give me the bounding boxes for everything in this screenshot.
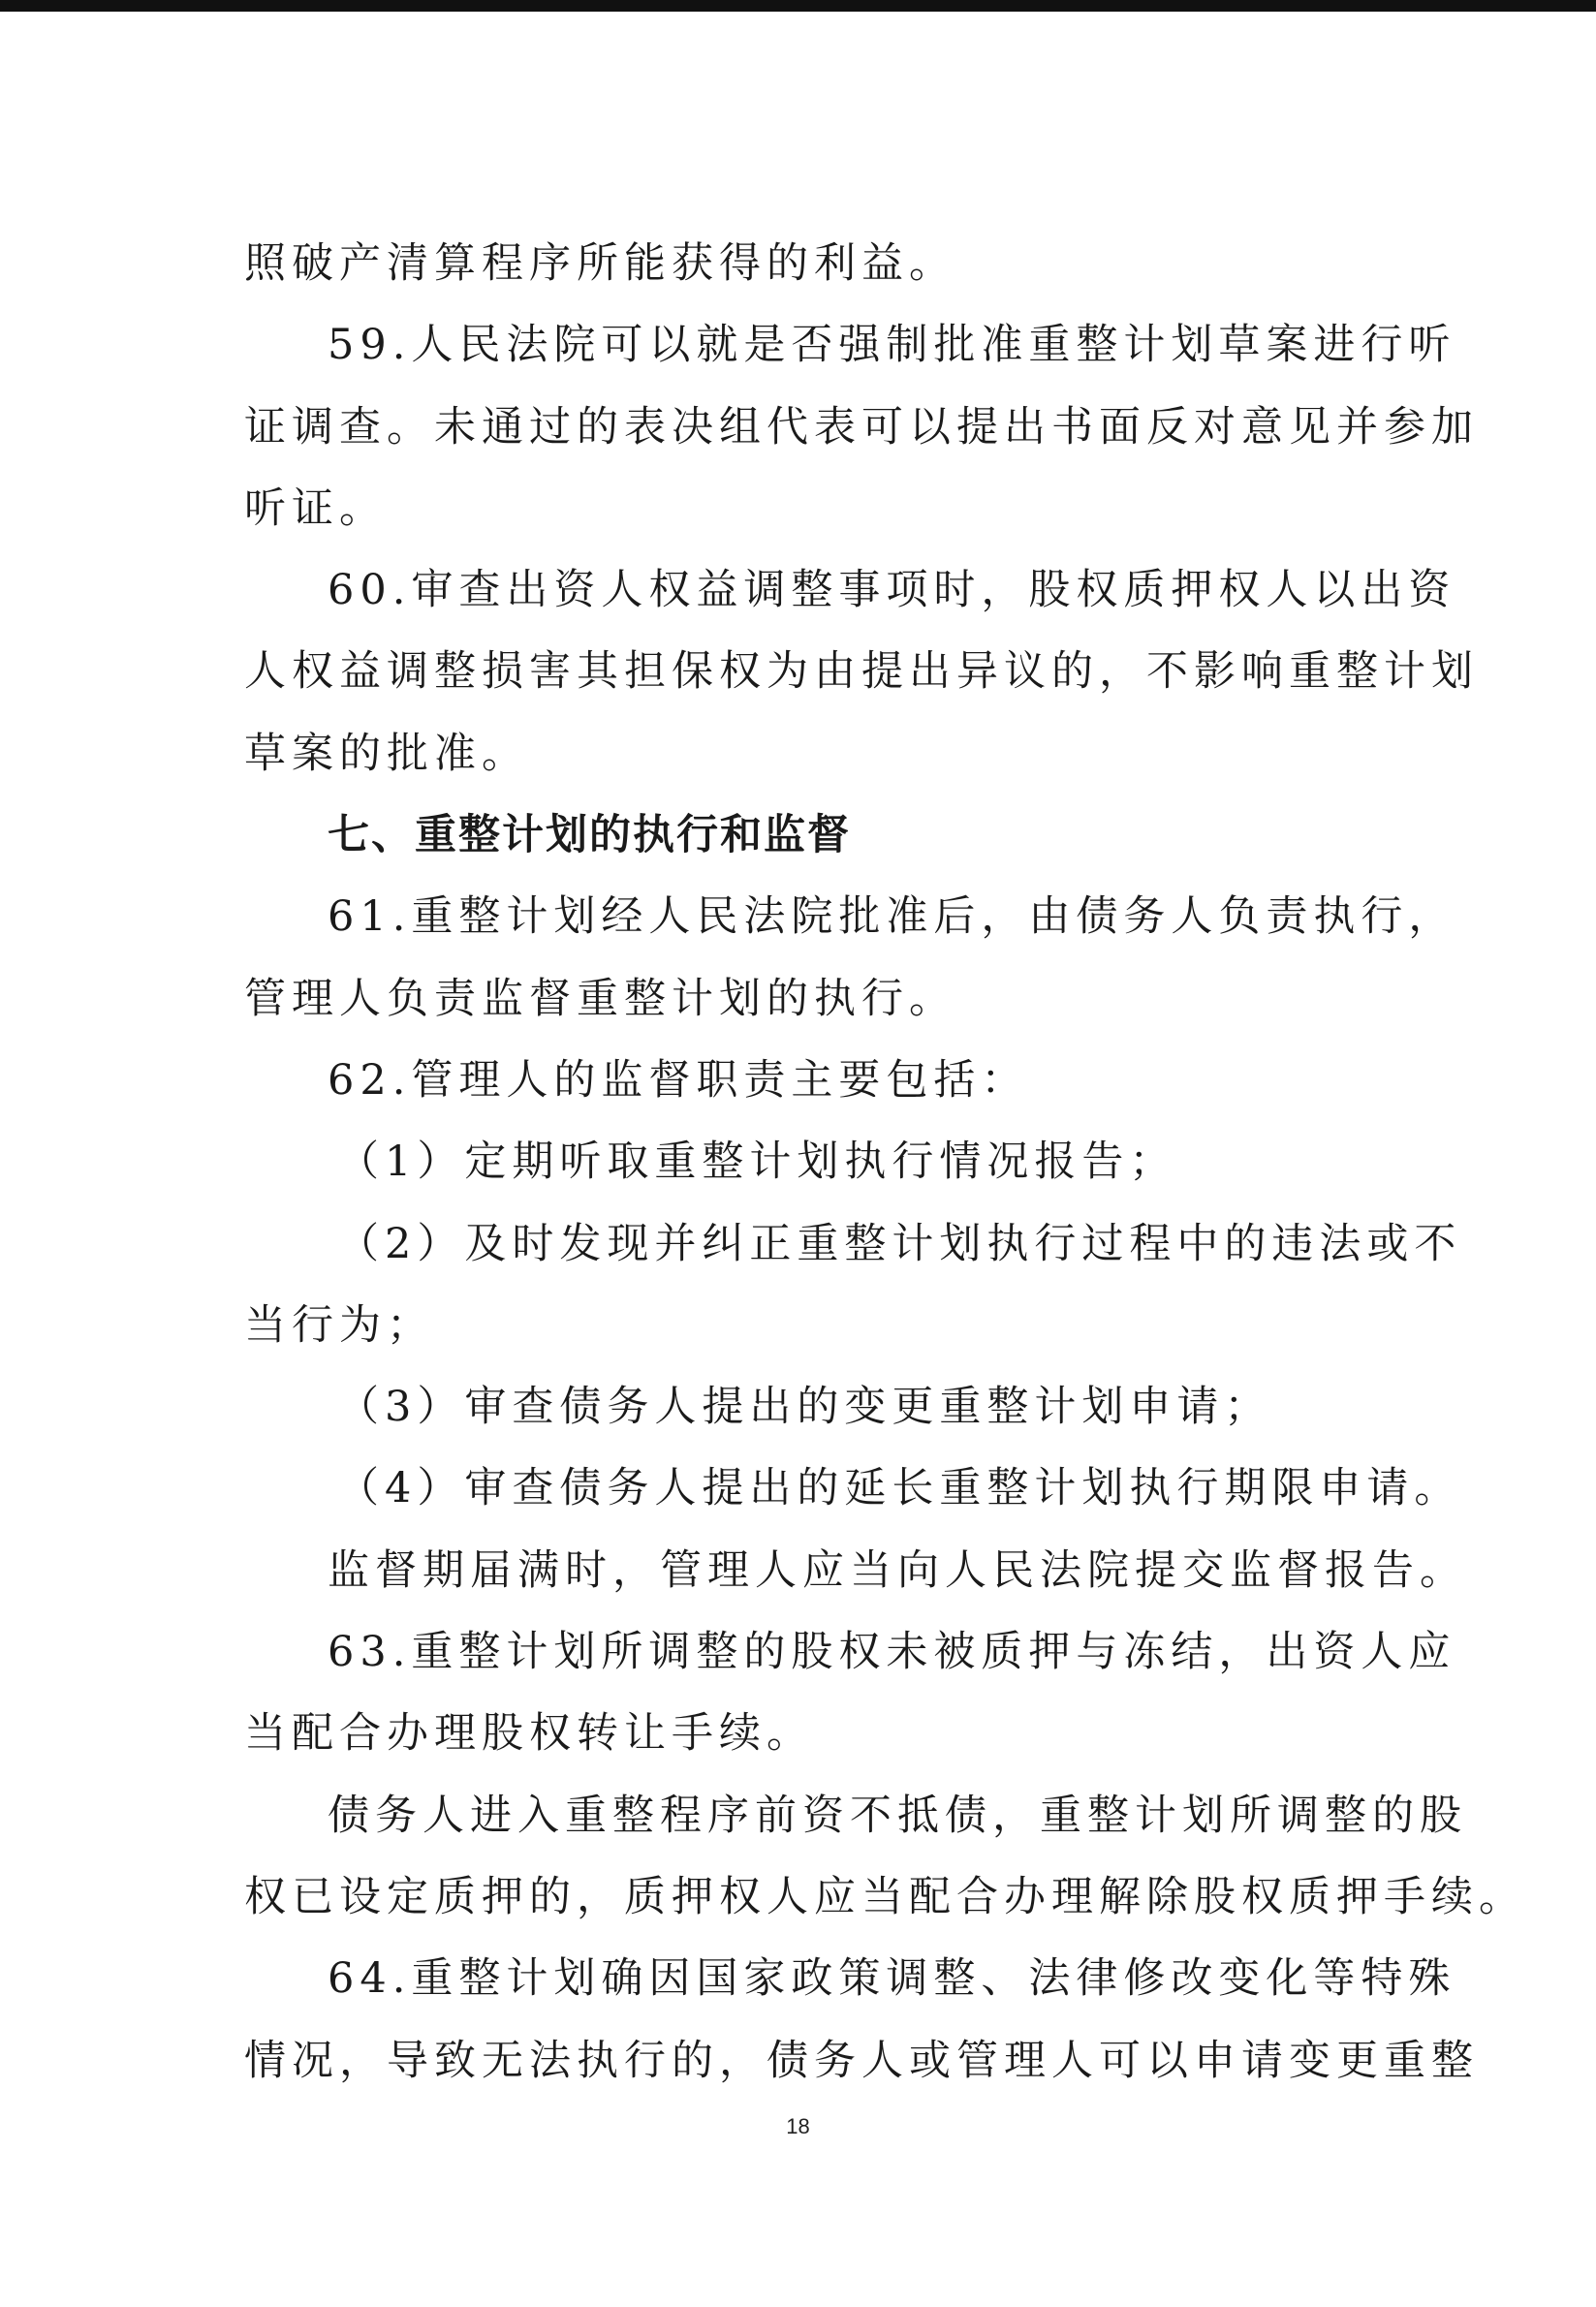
scan-top-border xyxy=(0,0,1596,12)
text-line: 监督期届满时，管理人应当向人民法院提交监督报告。 xyxy=(328,1545,1467,1595)
text-line: 64.重整计划确因国家政策调整、法律修改变化等特殊 xyxy=(328,1954,1456,2004)
text-line: 人权益调整损害其担保权为由提出异议的，不影响重整计划 xyxy=(244,647,1479,697)
text-line: 听证。 xyxy=(244,483,387,533)
text-line: 当行为； xyxy=(244,1300,434,1350)
text-line: 债务人进入重整程序前资不抵债，重整计划所调整的股 xyxy=(328,1791,1467,1840)
list-item: （4）审查债务人提出的延长重整计划执行期限申请。 xyxy=(337,1464,1462,1513)
list-item: （3）审查债务人提出的变更重整计划申请； xyxy=(337,1383,1272,1432)
text-line: 62.管理人的监督职责主要包括： xyxy=(328,1055,1029,1105)
text-line: 草案的批准。 xyxy=(244,729,529,778)
text-line: 照破产清算程序所能获得的利益。 xyxy=(244,239,956,288)
page-number: 18 xyxy=(786,2114,810,2138)
list-item: （1）定期听取重整计划执行情况报告； xyxy=(337,1138,1177,1187)
text-line: 管理人负责监督重整计划的执行。 xyxy=(244,974,956,1023)
list-item: （2）及时发现并纠正重整计划执行过程中的违法或不 xyxy=(337,1219,1462,1268)
text-line: 权已设定质押的，质押权人应当配合办理解除股权质押手续。 xyxy=(244,1872,1526,1921)
text-line: 59.人民法院可以就是否强制批准重整计划草案进行听 xyxy=(328,321,1456,370)
text-line: 证调查。未通过的表决组代表可以提出书面反对意见并参加 xyxy=(244,402,1479,452)
text-line: 60.审查出资人权益调整事项时，股权质押权人以出资 xyxy=(328,566,1456,615)
text-line: 情况，导致无法执行的，债务人或管理人可以申请变更重整 xyxy=(244,2036,1479,2085)
section-heading: 七、重整计划的执行和监督 xyxy=(328,811,851,860)
text-line: 63.重整计划所调整的股权未被质押与冻结，出资人应 xyxy=(328,1628,1456,1677)
text-line: 61.重整计划经人民法院批准后，由债务人负责执行， xyxy=(328,892,1456,942)
text-line: 当配合办理股权转让手续。 xyxy=(244,1709,814,1759)
document-body xyxy=(244,223,1526,2102)
